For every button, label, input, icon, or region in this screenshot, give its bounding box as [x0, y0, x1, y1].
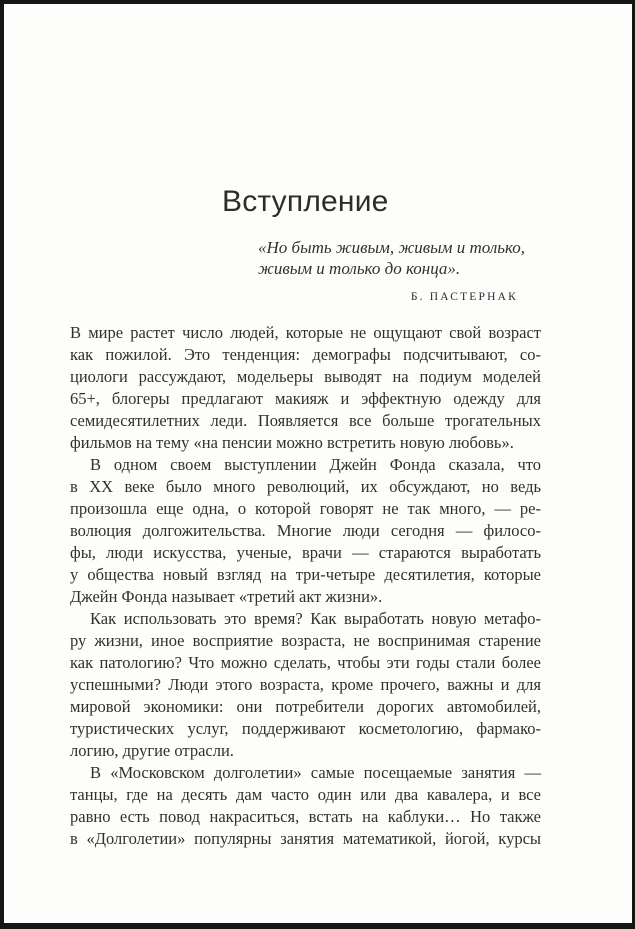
text-line: в XX веке было много революций, их обсуждают, но ведь: [70, 477, 541, 496]
text-line: Джейн Фонда называет «третий акт жизни».: [70, 587, 383, 606]
text-line: волюция долгожительства. Многие люди сегодня — филосо-: [70, 521, 541, 540]
text-line: В «Московском долголетии» самые посещаемые занятия —: [90, 763, 541, 782]
text-line: мировой экономики: они потребители дорогих автомобилей,: [70, 697, 541, 716]
text-line: логию, другие отрасли.: [70, 741, 234, 760]
text-line: равно есть повод накраситься, встать на каблуки… Но также: [70, 807, 541, 826]
paragraph: [70, 608, 541, 762]
text-line: произошла еще одна, о которой говорят не так много, — ре-: [70, 499, 541, 518]
body-text: [70, 322, 541, 850]
paragraph: [70, 762, 541, 850]
text-line: ру жизни, иное восприятие возраста, не воспринимая старение: [70, 631, 541, 650]
text-line: циологи рассуждают, модельеры выводят на подиум моделей: [70, 367, 541, 386]
epigraph-line: «Но быть живым, живым и только,: [258, 238, 526, 257]
text-line: успешными? Люди этого возраста, кроме прочего, важны и для: [70, 675, 541, 694]
text-line: в «Долголетии» популярны занятия математикой, йогой, курсы: [70, 829, 541, 848]
text-line: танцы, где на десять дам часто один или два кавалера, и все: [70, 785, 541, 804]
epigraph-attribution: Б. ПАСТЕРНАК: [410, 291, 518, 303]
text-line: семидесятилетних леди. Появляется все больше трогательных: [70, 411, 541, 430]
epigraph-line: живым и только до конца».: [258, 259, 461, 278]
text-line: фы, люди искусства, ученые, врачи — стараются выработать: [70, 543, 541, 562]
text-line: туристических услуг, поддерживают косметологию, фармако-: [70, 719, 541, 738]
chapter-title: Вступление: [222, 185, 389, 218]
text-line: В одном своем выступлении Джейн Фонда сказала, что: [90, 455, 541, 474]
text-line: у общества новый взгляд на три-четыре десятилетия, которые: [70, 565, 541, 584]
book-page: [4, 4, 632, 923]
text-line: В мире растет число людей, которые не ощущают свой возраст: [70, 323, 541, 342]
paragraph: [70, 322, 541, 454]
text-line: фильмов на тему «на пенсии можно встретить новую любовь».: [70, 433, 514, 452]
text-line: как патологию? Что можно сделать, чтобы эти годы стали более: [70, 653, 541, 672]
text-line: как пожилой. Это тенденция: демографы подсчитывают, со-: [70, 345, 541, 364]
text-line: Как использовать это время? Как выработать новую метафо-: [90, 609, 541, 628]
epigraph: [258, 237, 526, 308]
text-line: 65+, блогеры предлагают макияж и эффектную одежду для: [70, 389, 541, 408]
paragraph: [70, 454, 541, 608]
